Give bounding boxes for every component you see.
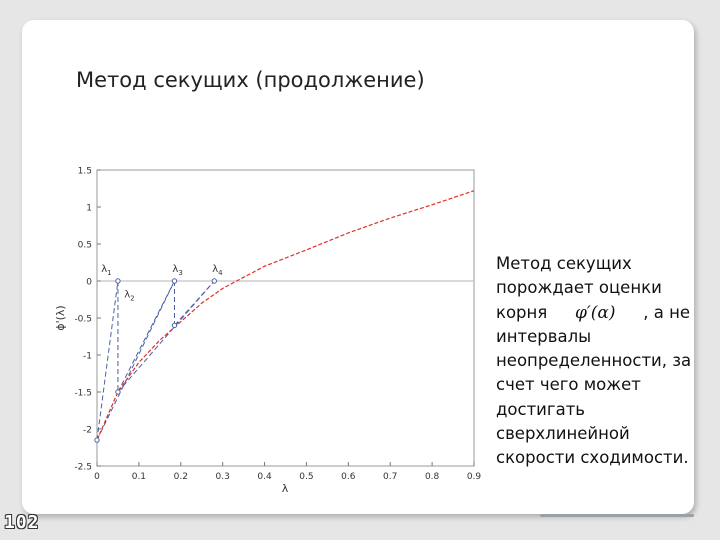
- x-tick-label: 0.8: [424, 472, 440, 482]
- lambda-subscript: 2: [130, 294, 135, 303]
- text-line: Метод секущих: [496, 254, 632, 273]
- text-line: порождает оценки: [496, 278, 662, 298]
- text-line: сверхлинейной: [496, 424, 630, 444]
- lambda-symbol: λ: [172, 264, 179, 276]
- lambda-subscript: 1: [107, 269, 112, 278]
- iteration-point: [212, 279, 216, 283]
- explanation-text: [496, 252, 696, 471]
- y-tick-label: 1: [86, 203, 92, 214]
- plot-area: [97, 170, 474, 466]
- x-tick-label: 0.4: [257, 472, 272, 482]
- y-tick-label: -1.5: [74, 388, 92, 399]
- x-tick-label: 0.9: [466, 472, 482, 482]
- x-tick-label: 0.7: [383, 472, 398, 482]
- y-tick-label: 0: [86, 277, 92, 288]
- slide-footer-bar: [540, 514, 694, 517]
- text-line: счет чего может: [496, 375, 641, 395]
- lambda-subscript: 3: [178, 269, 183, 278]
- slide-page-number: 102: [4, 512, 40, 533]
- x-tick-label: 0.2: [173, 472, 188, 482]
- x-tick-label: 0.5: [299, 472, 314, 482]
- x-tick-label: 0: [94, 472, 100, 482]
- lambda-symbol: λ: [124, 289, 131, 301]
- text-line: скорости сходимости.: [496, 448, 689, 468]
- slide-title: Метод секущих (продолжение): [76, 68, 425, 92]
- derivative-formula: φ′(α): [574, 302, 616, 323]
- y-tick-label: -2: [83, 425, 92, 436]
- text-line-with-formula: [496, 301, 696, 325]
- y-tick-label: -0.5: [74, 314, 92, 325]
- text-line: интервалы: [496, 326, 592, 346]
- iteration-point: [116, 390, 120, 394]
- y-tick-label: 1.5: [77, 166, 92, 177]
- x-tick-label: 0.1: [131, 472, 147, 482]
- x-axis-label: λ: [281, 482, 289, 495]
- x-tick-label: 0.6: [341, 472, 356, 482]
- text-fragment: корня: [496, 302, 548, 322]
- x-tick-label: 0.3: [215, 472, 230, 482]
- text-line: достигать: [496, 399, 586, 419]
- text-fragment: , а не: [643, 302, 691, 322]
- iteration-point: [172, 279, 176, 283]
- lambda-symbol: λ: [101, 264, 108, 276]
- iteration-point: [172, 323, 176, 327]
- text-line: неопределенности, за: [496, 351, 692, 371]
- y-tick-label: 0.5: [77, 240, 92, 251]
- y-axis-label: ϕ'(λ): [54, 305, 67, 331]
- y-tick-label: -2.5: [74, 462, 92, 473]
- y-tick-label: -1: [83, 351, 92, 362]
- iteration-point: [95, 438, 99, 442]
- lambda-subscript: 4: [218, 269, 223, 278]
- lambda-symbol: λ: [212, 264, 219, 276]
- secant-method-chart: [54, 158, 486, 498]
- iteration-point: [116, 279, 120, 283]
